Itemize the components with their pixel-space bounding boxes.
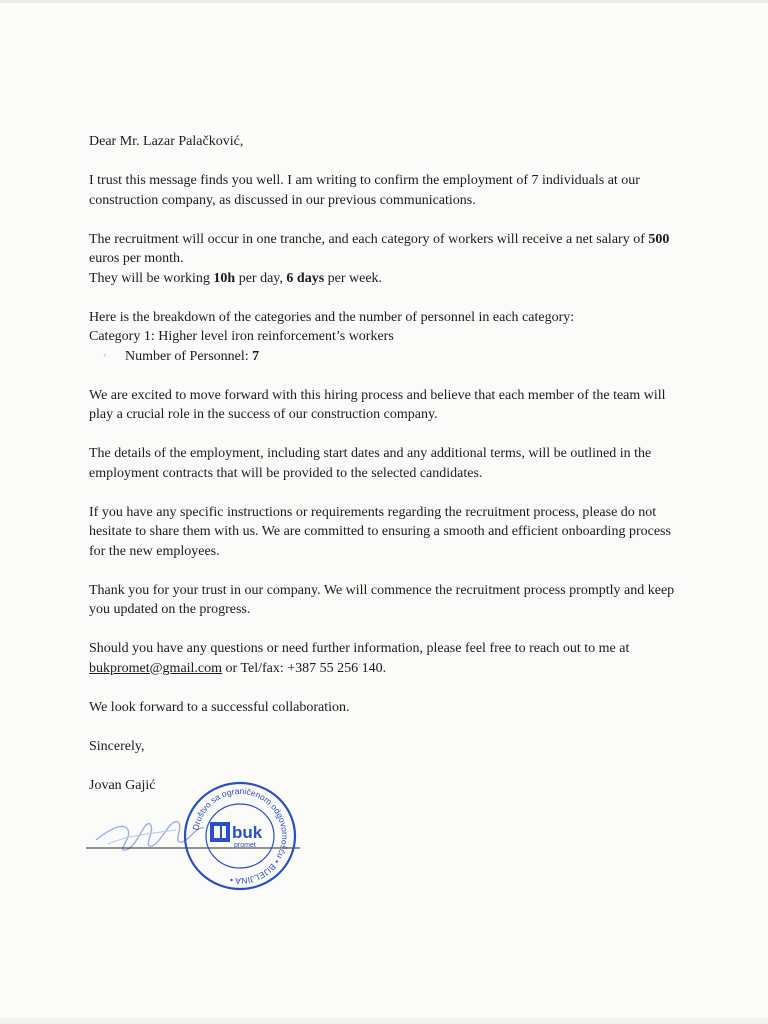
page-edge-bottom xyxy=(0,1018,768,1024)
personnel-bullet xyxy=(89,347,689,367)
paragraph-salary-terms xyxy=(89,230,689,289)
hours-per-day: 10h xyxy=(213,270,236,286)
category-line: Category 1: Higher level iron reinforcement’s workers xyxy=(89,329,394,344)
contact-phone: or Tel/fax: +387 55 256 140. xyxy=(222,660,387,676)
letter-body xyxy=(89,132,689,815)
hours-text: They will be working xyxy=(89,270,214,286)
personnel-label: Number of Personnel: xyxy=(125,348,253,364)
days-per-week: 6 days xyxy=(286,270,325,286)
paragraph-excitement: We are excited to move forward with this hiring process and believe that each member of the team will play a crucial role in the success of our construction company. xyxy=(89,387,666,422)
email-link[interactable]: bukpromet@gmail.com xyxy=(89,660,223,676)
hours-mid: per day, xyxy=(235,270,287,286)
personnel-count: 7 xyxy=(252,348,260,364)
bukpromet-logo xyxy=(210,822,263,849)
company-stamp xyxy=(182,780,298,892)
hours-end: per week. xyxy=(324,270,383,286)
salutation: Dear Mr. Lazar Palačković, xyxy=(89,134,244,149)
categories-intro: Here is the breakdown of the categories and the number of personnel in each category: xyxy=(89,309,575,325)
contact-text: Should you have any questions or need further information, please feel free to reach out to me at xyxy=(89,641,630,656)
paragraph-instructions: If you have any specific instructions or requirements regarding the recruitment process, please do not hesitate to share them with us. We are committed to ensuring a smooth and efficient onboarding process for the new employees. xyxy=(89,504,671,559)
paragraph-contract-details: The details of the employment, including start dates and any additional terms, will be outlined in the employment contracts that will be provided to the selected candidates. xyxy=(89,446,652,481)
page-edge-top xyxy=(0,0,768,3)
stamp-logo-sub: promet xyxy=(234,842,256,849)
paragraph-contact xyxy=(89,639,689,678)
paragraph-thanks: Thank you for your trust in our company. We will commence the recruitment process promptly and keep you updated on the progress. xyxy=(89,582,675,617)
closing: Sincerely, xyxy=(89,738,145,754)
paragraph-categories xyxy=(89,308,689,367)
paragraph-employment-confirmation: I trust this message finds you well. I am writing to confirm the employment of 7 individuals at our construction company, as discussed in our previous communications. xyxy=(89,173,640,208)
signer-name: Jovan Gajić xyxy=(89,777,156,793)
stamp-ring-text: Društvo sa ograničenom odgovornošću • BIJELJINA • xyxy=(190,785,291,887)
signature-and-stamp xyxy=(86,780,316,890)
paragraph-collaboration: We look forward to a successful collaboration. xyxy=(89,699,350,715)
salary-unit: euros per month. xyxy=(89,251,184,266)
salary-amount: 500 xyxy=(648,231,670,247)
stamp-logo-text: buk xyxy=(232,823,263,842)
salary-text: The recruitment will occur in one tranche, and each category of workers will receive a net salary of xyxy=(89,231,649,247)
